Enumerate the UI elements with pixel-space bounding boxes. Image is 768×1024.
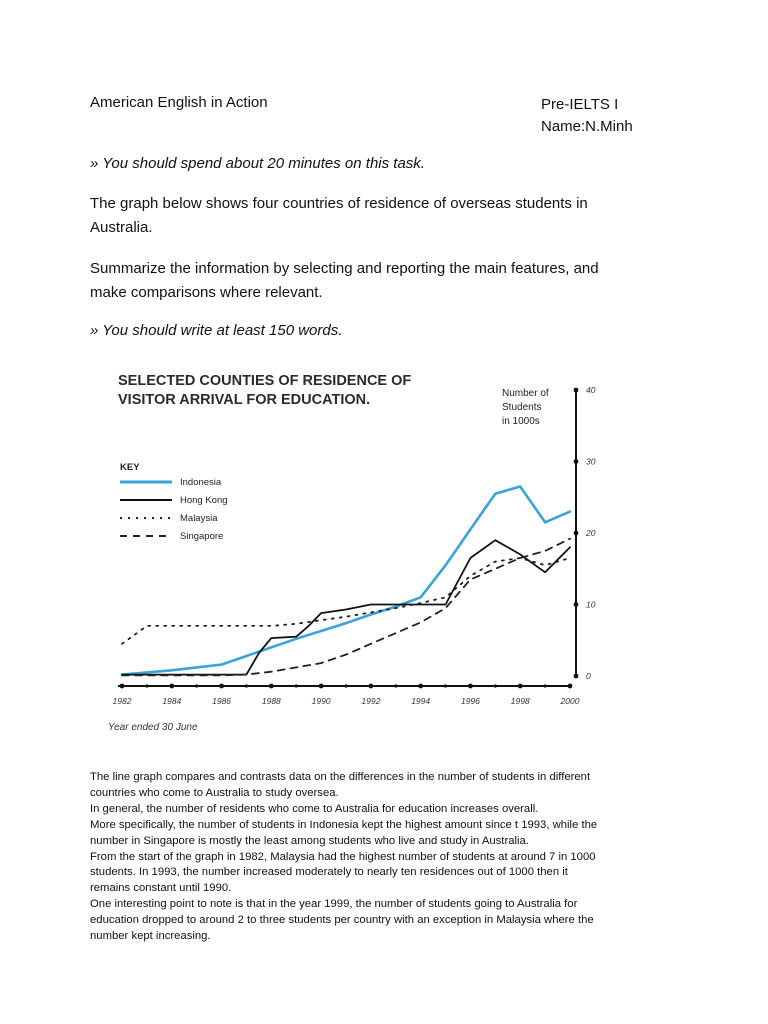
x-tick-mark <box>368 684 373 689</box>
x-tick-mark <box>120 684 125 689</box>
legend-title: KEY <box>120 462 140 473</box>
x-tick-label: 2000 <box>560 696 580 706</box>
x-tick-mark <box>518 684 523 689</box>
essay-text <box>90 770 680 945</box>
line-chart <box>100 360 620 745</box>
task-instruction-line-2: make comparisons where relevant. <box>90 284 323 301</box>
x-minor-tick <box>394 684 397 687</box>
task-prompt-line-1: The graph below shows four countries of residence of overseas students in <box>90 195 588 212</box>
time-note: » You should spend about 20 minutes on this task. <box>90 155 425 172</box>
chart-title-line-1: SELECTED COUNTIES OF RESIDENCE OF <box>118 373 412 389</box>
x-tick-mark <box>418 684 423 689</box>
y-tick-label: 30 <box>586 456 596 467</box>
y-tick-label: 20 <box>586 528 596 538</box>
x-tick-label: 1988 <box>261 696 281 706</box>
x-tick-mark <box>219 684 224 689</box>
essay-line-7: students. In 1993, the number increased moderately to nearly ten residences out of 1000 then it <box>90 866 568 879</box>
x-tick-label: 1982 <box>112 696 132 706</box>
y-tick-mark <box>574 674 579 679</box>
word-note: » You should write at least 150 words. <box>90 322 343 339</box>
x-minor-tick <box>494 684 497 687</box>
y-tick-mark <box>574 459 579 464</box>
x-tick-label: 1986 <box>212 696 232 706</box>
essay-line-8: remains constant until 1990. <box>90 882 232 895</box>
task-instruction-line-1: Summarize the information by selecting and reporting the main features, and <box>90 260 599 277</box>
y-tick-mark <box>574 531 579 536</box>
x-tick-label: 1984 <box>162 696 182 706</box>
essay-line-9: One interesting point to note is that in the year 1999, the number of students going to Australia for <box>90 898 578 911</box>
course-level: Pre-IELTS I <box>541 96 619 113</box>
task-instruction <box>90 257 690 305</box>
x-minor-tick <box>295 684 298 687</box>
chart-title-line-2: VISITOR ARRIVAL FOR EDUCATION. <box>118 392 371 408</box>
legend-label-malaysia: Malaysia <box>180 513 218 524</box>
series-line-malaysia <box>122 558 570 644</box>
x-minor-tick <box>245 684 248 687</box>
x-minor-tick <box>145 684 148 687</box>
y-axis-label-line-3: in 1000s <box>502 416 540 427</box>
x-tick-mark <box>568 684 573 689</box>
x-minor-tick <box>544 684 547 687</box>
essay-line-6: From the start of the graph in 1982, Malaysia had the highest number of students at around 7 in 1000 <box>90 850 596 863</box>
chart-legend <box>120 462 228 542</box>
task-prompt-line-2: Australia. <box>90 219 153 236</box>
chart-axes <box>113 385 596 706</box>
y-tick-label: 40 <box>586 385 596 395</box>
essay-line-5: number in Singapore is mostly the least among students who live and study in Australia. <box>90 834 529 847</box>
x-minor-tick <box>344 684 347 687</box>
x-tick-mark <box>468 684 473 689</box>
legend-label-singapore: Singapore <box>180 531 224 542</box>
x-axis-label: Year ended 30 June <box>108 722 198 733</box>
y-tick-label: 10 <box>586 599 596 610</box>
y-axis-label-line-2: Students <box>502 402 542 413</box>
essay-line-10: education dropped to around 2 to three students per country with an exception in Malaysia where the <box>90 914 594 927</box>
essay-line-4: More specifically, the number of students in Indonesia kept the highest amount since t 1993, while the <box>90 818 598 831</box>
x-tick-mark <box>169 684 174 689</box>
essay-line-2: countries who come to Australia to study oversea. <box>90 786 339 799</box>
x-tick-label: 1996 <box>460 696 480 706</box>
x-tick-label: 1994 <box>411 696 431 706</box>
y-axis-label-line-1: Number of <box>502 388 549 399</box>
y-tick-label: 0 <box>586 671 591 681</box>
essay-line-3: In general, the number of residents who come to Australia for education increases overall. <box>90 802 539 815</box>
x-tick-label: 1998 <box>510 696 530 706</box>
series-line-singapore <box>122 539 570 676</box>
legend-label-hong-kong: Hong Kong <box>180 495 228 506</box>
legend-label-indonesia: Indonesia <box>180 477 222 488</box>
x-minor-tick <box>444 684 447 687</box>
task-prompt <box>90 192 690 240</box>
student-name: Name:N.Minh <box>541 118 633 135</box>
header-right-block <box>541 94 633 138</box>
x-tick-mark <box>269 684 274 689</box>
essay-line-1: The line graph compares and contrasts data on the differences in the number of students in different <box>90 771 591 783</box>
x-minor-tick <box>195 684 198 687</box>
header-left-title: American English in Action <box>90 94 268 111</box>
essay-line-11: number kept increasing. <box>90 930 211 943</box>
x-tick-mark <box>319 684 324 689</box>
y-tick-mark <box>574 388 579 393</box>
x-tick-label: 1990 <box>311 696 331 706</box>
x-tick-label: 1992 <box>361 696 381 706</box>
y-tick-mark <box>574 602 579 607</box>
